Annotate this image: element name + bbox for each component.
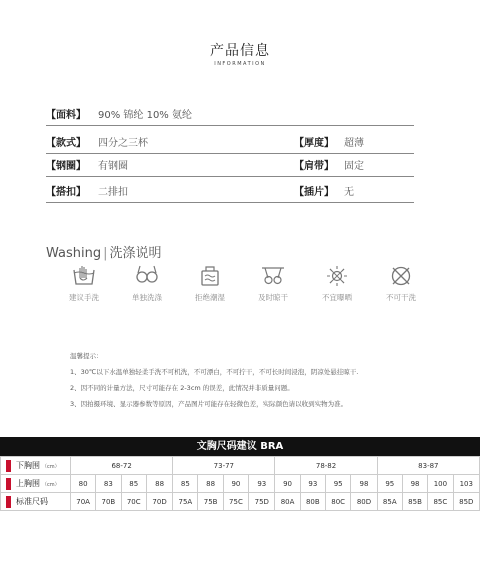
upper-bust-cell: 90 [275, 475, 300, 493]
no-soaking-icon [197, 264, 223, 288]
hand-wash-icon [71, 264, 97, 288]
divider [46, 125, 414, 126]
closure-value: 二排扣 [98, 187, 128, 198]
under-bust-group: 73-77 [173, 457, 275, 475]
page-subtitle: INFORMATION [214, 61, 266, 67]
size-cell: 70A [71, 493, 96, 511]
size-cell: 80C [325, 493, 350, 511]
underwire-label: 【钢圈】 [46, 161, 86, 172]
style-label: 【款式】 [46, 138, 86, 149]
wash-item-no-sun [309, 264, 365, 303]
upper-bust-cell: 80 [71, 475, 96, 493]
standard-size-header [1, 493, 71, 511]
standard-size-row [1, 493, 480, 511]
washing-title-en: Washing [46, 246, 102, 261]
size-cell: 80D [351, 493, 377, 511]
upper-bust-cell: 95 [377, 475, 402, 493]
upper-bust-cell: 95 [325, 475, 350, 493]
style-value: 四分之三杯 [98, 138, 148, 149]
upper-bust-cell: 90 [223, 475, 248, 493]
upper-bust-row [1, 475, 480, 493]
info-row-style-thickness [46, 134, 414, 154]
info-row-material [46, 106, 414, 126]
strap-label: 【肩带】 [294, 161, 334, 172]
upper-bust-cell: 93 [249, 475, 275, 493]
size-cell: 85C [428, 493, 453, 511]
hang-dry-label: 及时晾干 [258, 293, 288, 302]
under-bust-header [1, 457, 71, 475]
wash-item-wash-separately [119, 264, 175, 303]
wash-item-hand-wash [56, 264, 112, 303]
wash-item-hang-dry [245, 264, 301, 303]
insert-value: 无 [344, 187, 354, 198]
divider [46, 176, 414, 177]
tips-line: 2、因不同的计量方法，尺寸可能存在 2-3cm 的误差，此情况并非质量问题。 [70, 384, 294, 392]
thickness-value: 超薄 [344, 138, 364, 149]
hand-wash-label: 建议手洗 [69, 293, 99, 302]
tips-line: 1、30℃以下水温单独轻柔手洗不可机洗，不可漂白，不可拧干，不可长时间浸泡，阴凉处悬挂晾干. [70, 368, 359, 376]
insert-label: 【插片】 [294, 187, 334, 198]
row-marker [6, 460, 11, 472]
no-sun-label: 不宜曝晒 [322, 293, 352, 302]
under-bust-group: 68-72 [71, 457, 173, 475]
no-soaking-label: 拒绝潮湿 [195, 293, 225, 302]
material-label: 【面料】 [46, 110, 86, 121]
size-cell: 80A [275, 493, 300, 511]
upper-bust-cell: 98 [402, 475, 427, 493]
under-bust-group: 83-87 [377, 457, 479, 475]
divider [46, 153, 414, 154]
size-cell: 85A [377, 493, 402, 511]
wash-separately-label: 单独洗涤 [132, 293, 162, 302]
upper-bust-cell: 83 [96, 475, 121, 493]
under-bust-label: 下胸围 [16, 461, 40, 470]
info-row-underwire-strap [46, 157, 414, 177]
wash-separately-icon [134, 264, 160, 288]
care-tips [70, 348, 358, 412]
upper-bust-cell: 88 [146, 475, 172, 493]
standard-size-label: 标准尺码 [16, 497, 48, 506]
upper-bust-cell: 103 [453, 475, 479, 493]
upper-bust-cell: 100 [428, 475, 453, 493]
washing-title [46, 242, 162, 261]
under-bust-row [1, 457, 480, 475]
wash-item-no-soaking [182, 264, 238, 303]
size-cell: 70C [121, 493, 146, 511]
size-cell: 85B [402, 493, 427, 511]
row-marker [6, 496, 11, 508]
no-sun-icon [324, 264, 350, 288]
size-cell: 85D [453, 493, 479, 511]
washing-title-cn: 洗涤说明 [109, 246, 162, 261]
upper-bust-cell: 85 [173, 475, 198, 493]
upper-bust-label: 上胸围 [16, 479, 40, 488]
upper-bust-unit: （cm） [42, 482, 60, 488]
upper-bust-cell: 98 [351, 475, 377, 493]
upper-bust-header [1, 475, 71, 493]
strap-value: 固定 [344, 161, 364, 172]
tips-title: 温馨提示： [70, 352, 103, 360]
hang-dry-icon [260, 264, 286, 288]
size-chart-title: 文胸尺码建议 BRA [0, 437, 480, 456]
upper-bust-cell: 85 [121, 475, 146, 493]
page-title: 产品信息 [210, 43, 270, 59]
no-dry-clean-label: 不可干洗 [386, 293, 416, 302]
size-cell: 70D [146, 493, 172, 511]
divider [46, 202, 414, 203]
size-cell: 80B [300, 493, 325, 511]
washing-title-separator: | [103, 246, 108, 261]
underwire-value: 有钢圈 [98, 161, 128, 172]
under-bust-unit: （cm） [42, 464, 60, 470]
wash-item-no-dry-clean [373, 264, 429, 303]
thickness-label: 【厚度】 [294, 138, 334, 149]
upper-bust-cell: 88 [198, 475, 223, 493]
size-cell: 70B [96, 493, 121, 511]
upper-bust-cell: 93 [300, 475, 325, 493]
under-bust-group: 78-82 [275, 457, 377, 475]
info-row-closure-insert [46, 183, 414, 203]
size-cell: 75B [198, 493, 223, 511]
size-chart-table [0, 456, 480, 511]
size-cell: 75A [173, 493, 198, 511]
row-marker [6, 478, 11, 490]
tips-line: 3、因拍摄环境、显示器参数等原因，产品图片可能存在轻微色差，实际颜色请以收到实物为准。 [70, 400, 348, 408]
size-cell: 75C [223, 493, 248, 511]
size-cell: 75D [249, 493, 275, 511]
closure-label: 【搭扣】 [46, 187, 86, 198]
material-value: 90% 锦纶 10% 氨纶 [98, 110, 192, 121]
no-dry-clean-icon [388, 264, 414, 288]
